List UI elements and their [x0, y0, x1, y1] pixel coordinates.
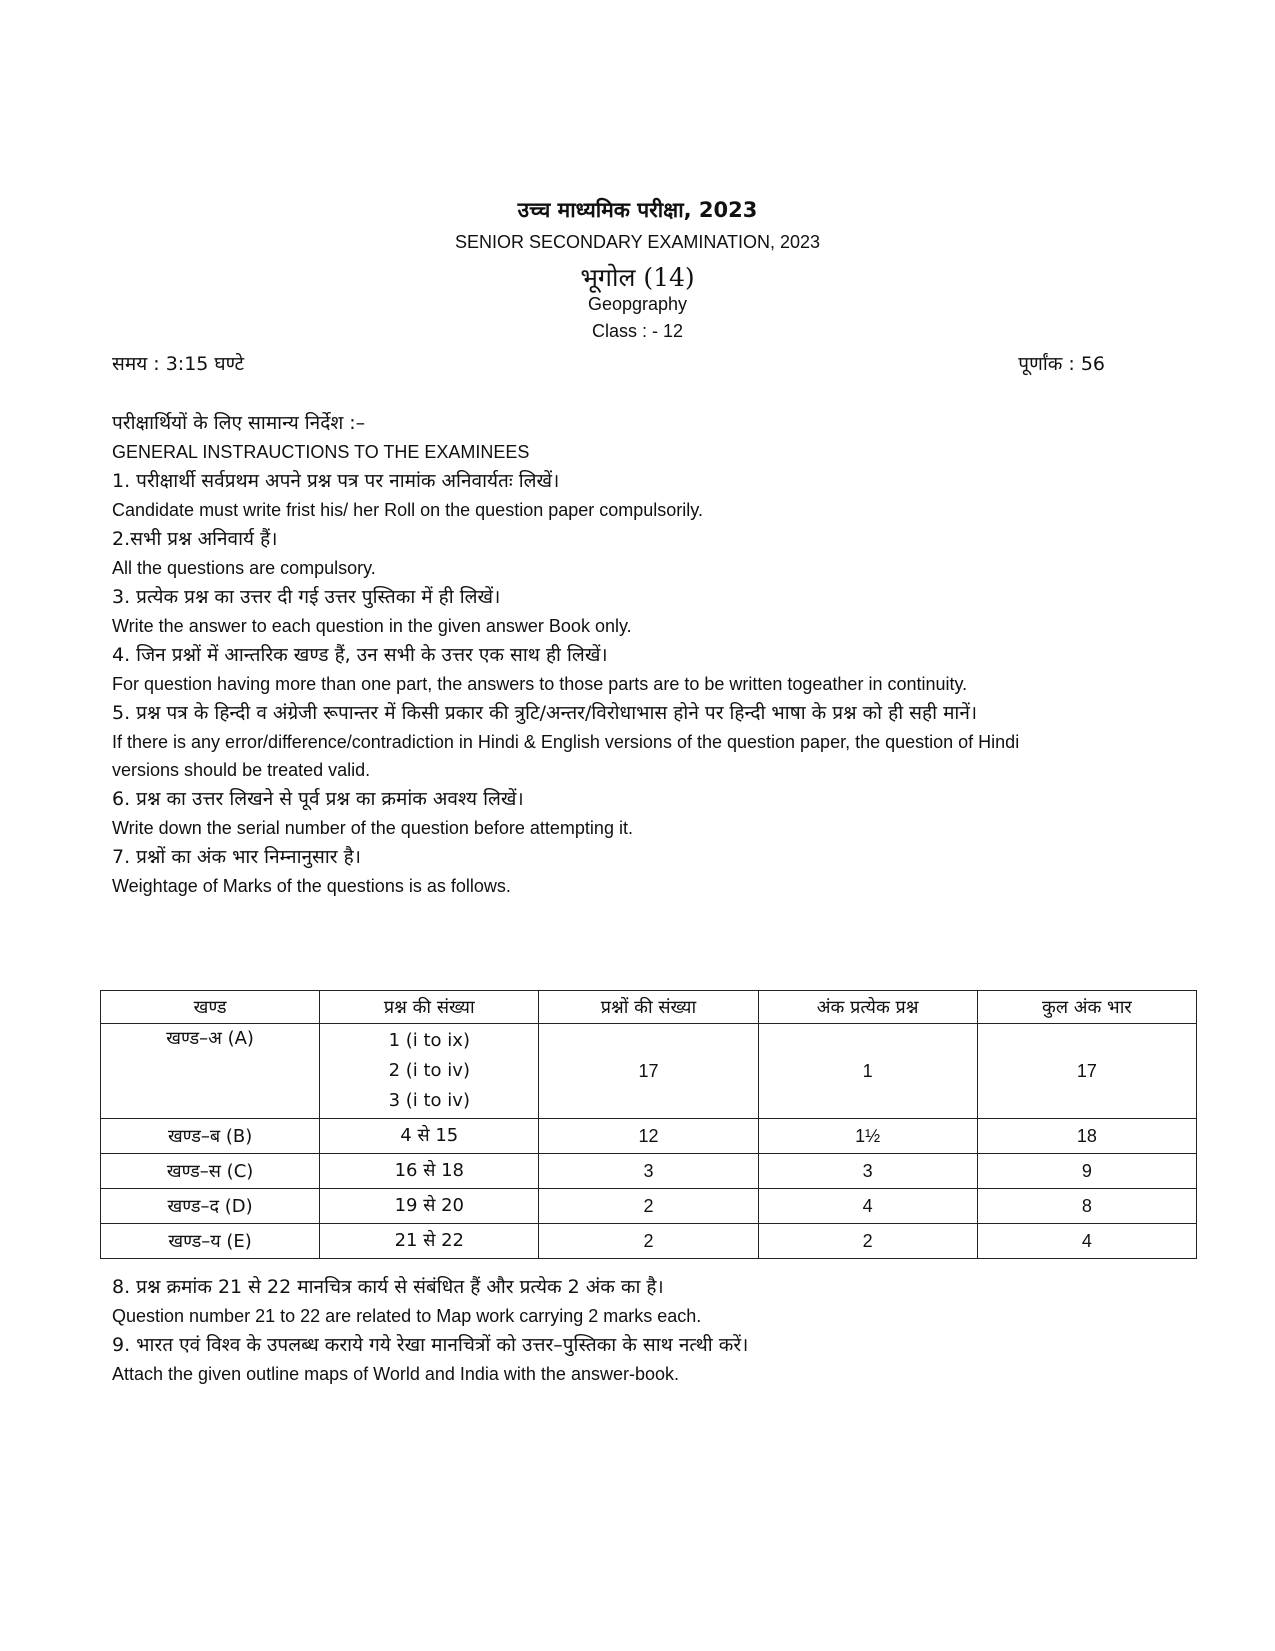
instruction-english: All the questions are compulsory. [112, 558, 376, 578]
instruction-english: For question having more than one part, the answers to those parts are to be written togeather in continuity. [112, 674, 968, 694]
questions-cell [320, 1119, 539, 1154]
table-header-cell: कुल अंक भार [977, 991, 1196, 1024]
instruction-english: If there is any error/difference/contradiction in Hindi & English versions of the question paper, the question of Hindi versions should be treated valid. [112, 732, 1020, 780]
count-cell: 17 [539, 1024, 758, 1119]
instruction-english: Attach the given outline maps of World and India with the answer-book. [112, 1364, 679, 1384]
instruction-hindi: 2.सभी प्रश्न अनिवार्य हैं। [112, 528, 278, 550]
marks-each-cell: 3 [758, 1154, 977, 1189]
question-range: 2 (i to iv) [388, 1060, 470, 1081]
marks-each-cell: 1½ [758, 1119, 977, 1154]
instruction-hindi: 6. प्रश्न का उत्तर लिखने से पूर्व प्रश्न का क्रमांक अवश्य लिखें। [112, 788, 524, 810]
questions-cell [320, 1154, 539, 1189]
count-cell: 3 [539, 1154, 758, 1189]
instruction-hindi: 7. प्रश्नों का अंक भार निम्नानुसार है। [112, 846, 361, 868]
instruction-hindi: परीक्षार्थियों के लिए सामान्य निर्देश :– [112, 412, 366, 434]
subject-title-hindi: भूगोल (14) [580, 263, 695, 292]
total-cell: 4 [977, 1224, 1196, 1259]
marks-each-cell: 4 [758, 1189, 977, 1224]
section-cell: खण्ड–स (C) [101, 1154, 320, 1189]
instruction-english: Write down the serial number of the question before attempting it. [112, 818, 633, 838]
table-header-cell: अंक प्रत्येक प्रश्न [758, 991, 977, 1024]
exam-title-english: SENIOR SECONDARY EXAMINATION, 2023 [454, 232, 821, 252]
post-table-instructions [112, 1272, 1032, 1388]
table-row [101, 1119, 1197, 1154]
instruction-hindi: 4. जिन प्रश्नों में आन्तरिक खण्ड हैं, उन सभी के उत्तर एक साथ ही लिखें। [112, 644, 608, 666]
marks-each-cell: 2 [758, 1224, 977, 1259]
table-row [101, 1154, 1197, 1189]
instruction-english: Write the answer to each question in the given answer Book only. [112, 616, 632, 636]
instruction-hindi: 8. प्रश्न क्रमांक 21 से 22 मानचित्र कार्य से संबंधित हैं और प्रत्येक 2 अंक का है। [112, 1276, 664, 1298]
questions-cell [320, 1024, 539, 1119]
section-cell: खण्ड–य (E) [101, 1224, 320, 1259]
instruction-english: GENERAL INSTRAUCTIONS TO THE EXAMINEES [112, 442, 530, 462]
marks-weightage-table [100, 990, 1197, 1259]
instructions-block [112, 408, 1032, 900]
section-cell: खण्ड–ब (B) [101, 1119, 320, 1154]
table-header-cell: खण्ड [101, 991, 320, 1024]
section-cell: खण्ड–द (D) [101, 1189, 320, 1224]
time-allowed: समय : 3:15 घण्टे [112, 353, 245, 375]
count-cell: 2 [539, 1224, 758, 1259]
class-label: Class : - 12 [591, 321, 684, 341]
instruction-hindi: 3. प्रत्येक प्रश्न का उत्तर दी गई उत्तर पुस्तिका में ही लिखें। [112, 586, 501, 608]
question-range: 16 से 18 [394, 1160, 464, 1181]
table-header-row [101, 991, 1197, 1024]
total-cell: 17 [977, 1024, 1196, 1119]
instruction-english: Candidate must write frist his/ her Roll on the question paper compulsorily. [112, 500, 703, 520]
instruction-english: Question number 21 to 22 are related to Map work carrying 2 marks each. [112, 1306, 702, 1326]
question-range: 4 से 15 [400, 1125, 459, 1146]
question-range: 3 (i to iv) [388, 1090, 470, 1111]
question-range: 21 से 22 [394, 1230, 464, 1251]
instruction-hindi: 9. भारत एवं विश्व के उपलब्ध कराये गये रेखा मानचित्रों को उत्तर–पुस्तिका के साथ नत्थी करें। [112, 1334, 749, 1356]
table-row [101, 1024, 1197, 1119]
table-header-cell: प्रश्नों की संख्या [539, 991, 758, 1024]
section-cell: खण्ड–अ (A) [101, 1024, 320, 1119]
instruction-hindi: 1. परीक्षार्थी सर्वप्रथम अपने प्रश्न पत्र पर नामांक अनिवार्यतः लिखें। [112, 470, 560, 492]
questions-cell [320, 1224, 539, 1259]
total-cell: 9 [977, 1154, 1196, 1189]
max-marks: पूर्णांक : 56 [1018, 353, 1105, 375]
total-cell: 8 [977, 1189, 1196, 1224]
table-header-cell: प्रश्न की संख्या [320, 991, 539, 1024]
table-row [101, 1189, 1197, 1224]
table-row [101, 1224, 1197, 1259]
questions-cell [320, 1189, 539, 1224]
question-range: 19 से 20 [394, 1195, 464, 1216]
subject-title-english: Geopgraphy [587, 294, 688, 314]
instruction-hindi: 5. प्रश्न पत्र के हिन्दी व अंग्रेजी रूपान्तर में किसी प्रकार की त्रुटि/अन्तर/विरोधाभास होने पर हिन्दी भाषा के प्रश्न को ही सही मानें। [112, 702, 978, 724]
question-range: 1 (i to ix) [388, 1030, 470, 1051]
total-cell: 18 [977, 1119, 1196, 1154]
instruction-english: Weightage of Marks of the questions is as follows. [112, 876, 511, 896]
count-cell: 12 [539, 1119, 758, 1154]
count-cell: 2 [539, 1189, 758, 1224]
exam-title-hindi: उच्च माध्यमिक परीक्षा, 2023 [517, 198, 758, 222]
marks-each-cell: 1 [758, 1024, 977, 1119]
